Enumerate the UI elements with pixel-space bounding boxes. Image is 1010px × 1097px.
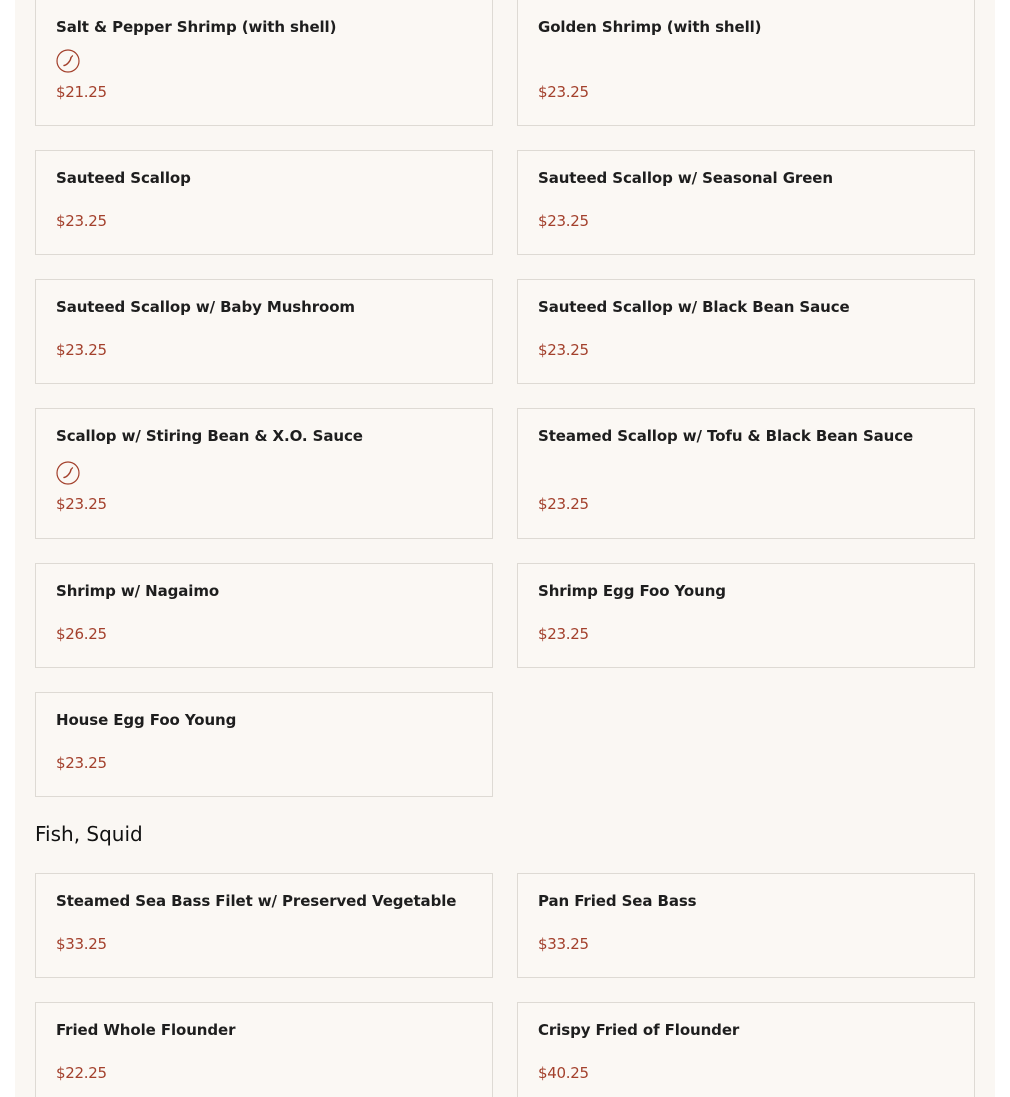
menu-item-name: Sauteed Scallop w/ Baby Mushroom <box>56 298 355 316</box>
menu-item-card[interactable] <box>517 279 975 384</box>
chili-pepper-icon <box>56 461 80 485</box>
menu-item-card[interactable] <box>35 692 493 797</box>
menu-item-name: Shrimp w/ Nagaimo <box>56 582 220 600</box>
menu-item-card[interactable] <box>517 1002 975 1097</box>
menu-item-name: Sauteed Scallop w/ Seasonal Green <box>538 169 833 187</box>
menu-item-name: Golden Shrimp (with shell) <box>538 18 762 36</box>
menu-item-name: Steamed Scallop w/ Tofu & Black Bean Sauce <box>538 427 914 445</box>
menu-item-price: $23.25 <box>56 341 107 359</box>
menu-item-price: $26.25 <box>56 625 107 643</box>
section-title: Fish, Squid <box>35 822 143 846</box>
menu-item-card[interactable] <box>517 873 975 978</box>
menu-item-price: $40.25 <box>538 1064 589 1082</box>
menu-item-card[interactable] <box>517 0 975 126</box>
menu-item-name: Shrimp Egg Foo Young <box>538 582 726 600</box>
menu-item-price: $23.25 <box>56 754 107 772</box>
menu-item-card[interactable] <box>35 408 493 539</box>
menu-item-card[interactable] <box>35 873 493 978</box>
menu-panel <box>15 0 995 1097</box>
menu-item-name: Sauteed Scallop <box>56 169 191 187</box>
menu-item-card[interactable] <box>35 563 493 668</box>
menu-item-card[interactable] <box>517 408 975 539</box>
menu-item-card[interactable] <box>35 1002 493 1097</box>
menu-item-name: House Egg Foo Young <box>56 711 237 729</box>
menu-item-name: Fried Whole Flounder <box>56 1021 236 1039</box>
menu-item-name: Pan Fried Sea Bass <box>538 892 697 910</box>
menu-item-name: Steamed Sea Bass Filet w/ Preserved Vegetable <box>56 892 457 910</box>
menu-item-card[interactable] <box>35 150 493 255</box>
menu-item-name: Sauteed Scallop w/ Black Bean Sauce <box>538 298 850 316</box>
menu-item-card[interactable] <box>35 279 493 384</box>
menu-item-price: $23.25 <box>538 212 589 230</box>
menu-item-price: $23.25 <box>538 83 589 101</box>
menu-item-price: $21.25 <box>56 83 107 101</box>
menu-item-price: $23.25 <box>56 212 107 230</box>
menu-item-card[interactable] <box>517 150 975 255</box>
menu-item-price: $23.25 <box>56 495 107 513</box>
menu-item-card[interactable] <box>517 563 975 668</box>
menu-item-card[interactable] <box>35 0 493 126</box>
menu-item-price: $23.25 <box>538 495 589 513</box>
menu-item-name: Salt & Pepper Shrimp (with shell) <box>56 18 337 36</box>
menu-item-price: $22.25 <box>56 1064 107 1082</box>
menu-item-price: $23.25 <box>538 341 589 359</box>
menu-item-name: Scallop w/ Stiring Bean & X.O. Sauce <box>56 427 363 445</box>
menu-item-price: $33.25 <box>538 935 589 953</box>
menu-item-price: $23.25 <box>538 625 589 643</box>
chili-pepper-icon <box>56 49 80 73</box>
menu-item-name: Crispy Fried of Flounder <box>538 1021 740 1039</box>
menu-item-price: $33.25 <box>56 935 107 953</box>
